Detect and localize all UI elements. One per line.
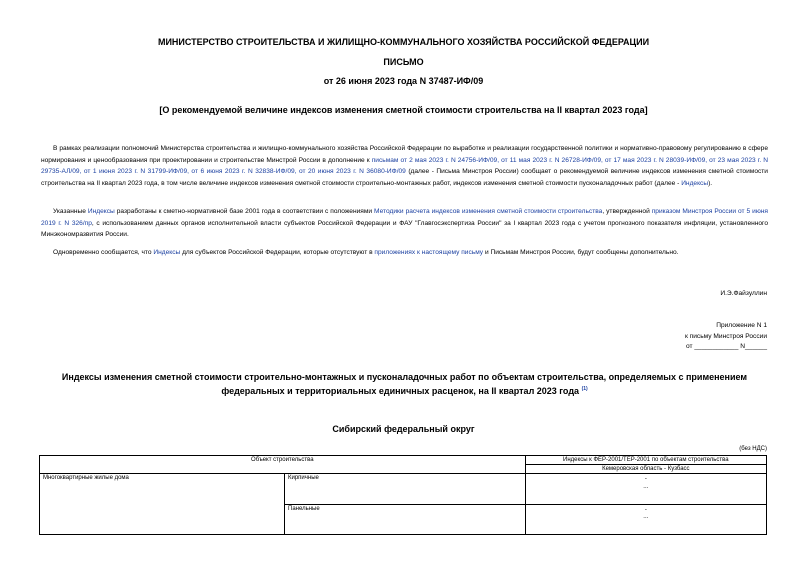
index-value-more: ... xyxy=(643,483,649,490)
paragraph-text: ). xyxy=(708,179,713,187)
column-header-object: Объект строительства xyxy=(40,456,526,474)
paragraph-text: для субъектов Российской Федерации, которые отсутствуют в xyxy=(180,249,375,256)
appendix-reference: к письму Минстроя России xyxy=(684,332,767,340)
paragraph-text: (далее - Письма Минстроя России) сообщает о рекомендуемой величине индексов изменения сметной стоимости строительства на II квартал 2023 года, в том числе величине индексов изменения сметной стоимости строительно-монтажных работ, индексов изменения сметной стоимости пусконаладочных работ (далее - xyxy=(41,168,768,187)
index-value: - xyxy=(644,506,647,513)
index-value: - xyxy=(644,476,647,482)
appendix-block xyxy=(685,321,767,353)
appendix-number: Приложение N 1 xyxy=(716,322,767,329)
methodology-link[interactable]: Методики расчета индексов изменения сметной стоимости строительства xyxy=(374,208,603,215)
index-value-more: ... xyxy=(643,514,649,520)
paragraph-text: , утвержденной xyxy=(602,208,652,215)
paragraph-text: разработаны к сметно-нормативной базе 2001 года в соответствии с положениями xyxy=(114,208,375,215)
table-row xyxy=(40,474,767,505)
index-value-cell xyxy=(525,504,766,535)
ministry-header: МИНИСТЕРСТВО СТРОИТЕЛЬСТВА И ЖИЛИЩНО-КОММУНАЛЬНОГО ХОЗЯЙСТВА РОССИЙСКОЙ ФЕДЕРАЦИИ xyxy=(157,37,650,47)
vat-note: (без НДС) xyxy=(739,446,767,452)
subtype-cell: Кирпичные xyxy=(285,474,526,505)
paragraph-text: Одновременно сообщается, что xyxy=(53,249,154,256)
paragraph-2 xyxy=(41,206,768,241)
indexes-link[interactable]: Индексы xyxy=(681,179,709,187)
paragraph-1 xyxy=(41,143,768,189)
indexes-link[interactable]: Индексы xyxy=(153,249,181,256)
indexes-title-text: Индексы изменения сметной стоимости строительно-монтажных и пусконаладочных работ по объектам строительства, определяемых с применением федеральных и территориальных единичных расценок, на II квартал 2023 года xyxy=(61,372,748,396)
signature: И.Э.Файзуллин xyxy=(720,290,767,297)
subregion-header: Кемеровская область - Кузбасс xyxy=(525,465,766,474)
table-header-row xyxy=(40,456,767,465)
document-subject: [О рекомендуемой величине индексов изменения сметной стоимости строительства на II квартал 2023 года] xyxy=(159,105,648,115)
indexes-link[interactable]: Индексы xyxy=(87,208,115,215)
index-value-cell xyxy=(525,474,766,505)
paragraph-text: и Письмам Минстроя России, будут сообщены дополнительно. xyxy=(483,249,679,256)
letters-link[interactable]: письмам от 2 мая 2023 г. N 24756-ИФ/09, от 11 мая 2023 г. N 26728-ИФ/09, от 17 мая 2023 г. N 28039-ИФ/09, от 23 мая 2023 г. N 29735-АЛ/09, от 1 июня 2023 г. N 31799-ИФ/09, от 6 июня 2023 г. N 32838-ИФ/09, от 20 июня 2023 г. N 36080-ИФ/09 xyxy=(41,156,769,175)
paragraph-text: Указанные xyxy=(53,208,88,215)
document-date-number: от 26 июня 2023 года N 37487-ИФ/09 xyxy=(323,76,484,86)
indexes-table xyxy=(39,455,767,535)
footnote-mark[interactable]: (1) xyxy=(581,386,588,392)
indexes-title xyxy=(41,371,768,397)
column-header-index: Индексы к ФЕР-2001/ТЕР-2001 по объектам строительства xyxy=(525,456,766,465)
appendix-date-line: от ____________ N______ xyxy=(686,343,767,350)
region-title: Сибирский федеральный округ xyxy=(332,424,475,434)
object-type-cell: Многоквартирные жилые дома xyxy=(40,474,285,535)
document-type: ПИСЬМО xyxy=(383,57,424,67)
paragraph-text: В рамках реализации полномочий Министерства строительства и жилищно-коммунального хозяйства Российской Федерации по выработке и реализации государственной политики и нормативно-правовому регулированию в сфере нормирования и ценообразования при проектировании и строительстве Минстрой России в дополнение к xyxy=(41,145,768,164)
subtype-cell: Панельные xyxy=(285,504,526,535)
order-link[interactable]: приказом Минстроя России от 5 июня 2019 г. N 326/пр xyxy=(41,208,768,227)
appendices-link[interactable]: приложениях к настоящему письму xyxy=(374,249,484,256)
paragraph-3 xyxy=(41,247,768,259)
paragraph-text: , с использованием данных органов исполнительной власти субъектов Российской Федерации и ФАУ "Главгосэкспертиза России" за I квартал 2023 года с учетом прогнозного показателя инфляции, установленного Минэкономразвития России. xyxy=(41,219,768,238)
